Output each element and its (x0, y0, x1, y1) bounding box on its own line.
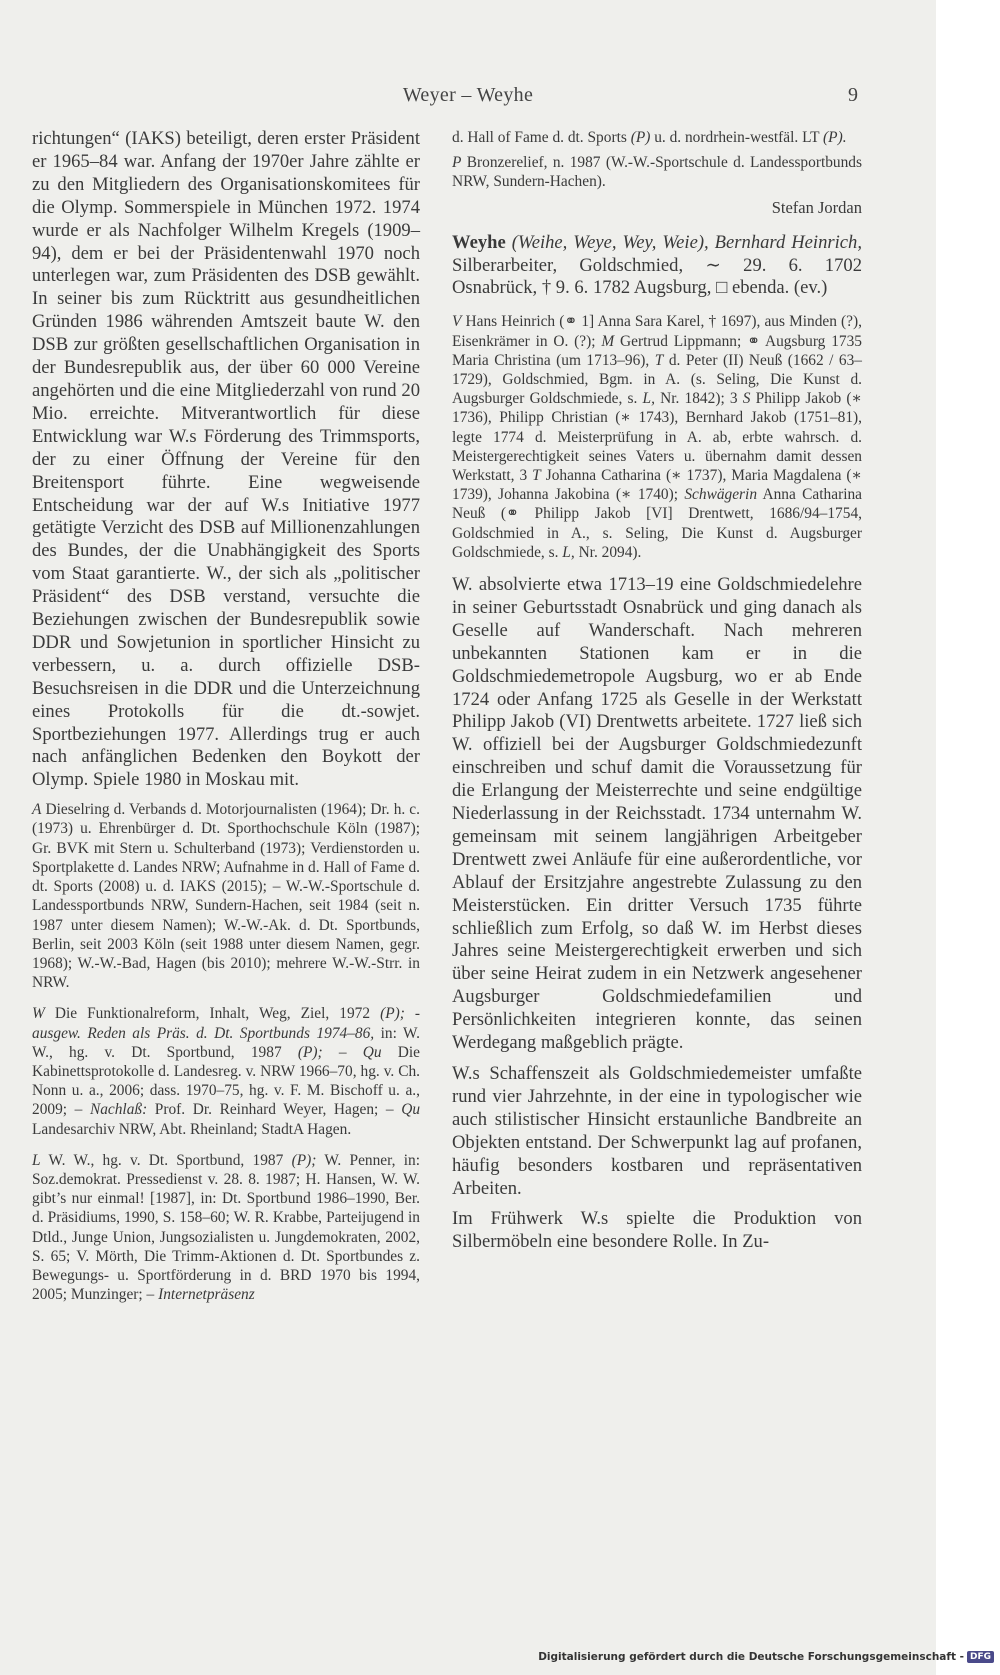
genealogy-text: Hans Heinrich (⚭ 1] Anna Sara Karel, † 1697), aus Minden (?), Eisenkrämer in O. (?); (452, 313, 862, 350)
entry-details: Silberarbeiter, Goldschmied, ∼ 29. 6. 1702 Osnabrück, † 9. 6. 1782 Augsburg, □ ebenda. (ev.) (452, 254, 862, 299)
genealogy-text: Philipp Jakob (∗ 1736), Philipp Christian (∗ 1743), Bernhard Jakob (1751–81), legte 1774 d. Meisterprüfung in A. ab, erbte wahrsch. d. Meistergerechtigkeit seines Vaters u. übernahm damit dessen Werkstatt, 3 (452, 390, 862, 484)
genealogy-text: d. Peter (II) Neuß (1662 / 63–1729), Goldschmied, Bgm. in A. (s. Seling, Die Kunst d. Augsburger Goldschmiede, s. (452, 351, 862, 408)
dfg-logo: DFG (967, 1651, 994, 1663)
works-text: Landesarchiv NRW, Abt. Rheinland; StadtA Hagen. (32, 1120, 352, 1138)
body-paragraph: Im Frühwerk W.s spielte die Produktion von Silbermöbeln eine besondere Rolle. In Zu- (452, 1208, 862, 1253)
literature-continuation (452, 128, 862, 147)
works-text: - (404, 1005, 420, 1023)
literature-text: d. Hall of Fame d. dt. Sports (452, 129, 631, 146)
entry-heading (452, 232, 862, 301)
right-column (452, 128, 862, 1262)
genealogy-italic: S (742, 390, 751, 408)
section-label-l: L (32, 1151, 41, 1169)
awards-section (32, 800, 420, 992)
works-text: Prof. Dr. Reinhard Weyer, Hagen; – (147, 1101, 402, 1119)
literature-italic: Internetpräsenz (158, 1286, 255, 1304)
running-head: Weyer – Weyhe (402, 84, 534, 106)
works-italic: ausgew. Reden als Präs. d. Dt. Sportbunds 1974–86, (32, 1024, 375, 1042)
works-text: Die Funktionalreform, Inhalt, Weg, Ziel, 1972 (54, 1005, 371, 1023)
footer-text: Digitalisierung gefördert durch die Deutsche Forschungsgemeinschaft - (538, 1651, 964, 1663)
portrait-text: Bronzerelief, n. 1987 (W.-W.-Sportschule d. Landessportbunds NRW, Sundern-Hachen). (452, 154, 862, 191)
literature-section (32, 1151, 420, 1305)
body-paragraph: W. absolvierte etwa 1713–19 eine Goldschmiedelehre in seiner Geburtsstadt Osnabrück und ging danach als Geselle auf Wanderschaft. Nach mehreren unbekannten Stationen kam er in die Goldschmiedemetropole Augsburg, wo er ab Ende 1724 oder Anfang 1725 als Geselle in der Werkstatt Philipp Jakob (VI) Drentwetts arbeitete. 1727 ließ sich W. offiziell bei der Augsburger Goldschmiedezunft einschreiben und schuf damit die Voraussetzung für die Erlangung der Meisterrechte und seine endgültige Niederlassung in der Reichsstadt. 1734 unternahm W. gemeinsam mit seinem langjährigen Arbeitgeber Drentwett zwei Anläufe für eine außerordentliche, vor Ablauf der Ersitzjahre angestrebte Zulassung zu den Meisterstücken. Ein dritter Versuch 1735 führte schließlich zum Erfolg, so daß W. im Herbst dieses Jahres seine Meistergerechtigkeit erwerben und sich über seine Heirat zudem in ein Netzwerk angesehener Augsburger Goldschmiedefamilien und Persönlichkeiten integrieren konnte, das seinen Werdegang maßgeblich prägte. (452, 573, 862, 1054)
literature-italic: (P) (630, 129, 651, 146)
entry-name: Weyhe (452, 231, 506, 253)
portrait-section (452, 153, 862, 191)
section-label-w: W (32, 1005, 45, 1023)
article-author: Stefan Jordan (771, 197, 862, 217)
works-text: – (322, 1043, 363, 1061)
works-italic: (P); (380, 1005, 405, 1023)
genealogy-italic: Schwägerin (684, 486, 758, 504)
works-section (32, 1004, 420, 1138)
literature-text: W. Penner, in: Soz.demokrat. Pressedienst v. 28. 8. 1987; H. Hansen, W. W. gibt’s nur einmal! [1987], in: Dt. Sportbund 1986–1990, Ber. d. Präsidiums, 1990, S. 158–60; W. R. Krabbe, Parteijugend in Dtld., Junge Union, Jungsozialisten u. Jungdemokraten, 2002, S. 65; V. Mörth, Die Trimm-Aktionen d. Dt. Sportbundes z. Bewegungs- u. Sportförderung in d. BRD 1970 bis 1994, 2005; Munzinger; – (32, 1151, 420, 1304)
works-italic: Nachlaß: (89, 1101, 148, 1119)
genealogy-italic: T (654, 351, 664, 369)
works-italic: Qu (401, 1101, 421, 1119)
works-text: in: W. W., hg. v. Dt. Sportbund, 1987 (32, 1024, 420, 1061)
section-label-p: P (452, 154, 462, 172)
genealogy-text: Anna Catharina Neuß (⚭ Philipp Jakob [VI] Drentwett, 1686/94–1754, Goldschmied in A., s. Seling, Die Kunst d. Augsburger Goldschmiede, s. (452, 486, 862, 561)
genealogy-section (452, 312, 862, 562)
literature-italic: (P). (823, 129, 847, 146)
awards-text: Dieselring d. Verbands d. Motorjournalisten (1964); Dr. h. c. (1973) u. Ehrenbürger d. Dt. Sporthochschule Köln (1987); Gr. BVK mit Stern u. Schulterband (1973); Verdienstorden u. Sportplakette d. Landes NRW; Aufnahme in d. Hall of Fame d. dt. Sports (2008) u. d. IAKS (2015); – W.-W.-Sportschule d. Landessportbunds NRW, Sundern-Hachen, seit 1984 (seit n. 1987 unter diesem Namen); W.-W.-Ak. d. Dt. Sportbunds, Berlin, seit 2003 Köln (seit 1988 unter diesem Namen, gegr. 1968); W.-W.-Bad, Hagen (bis 2010); mehrere W.-W.-Strr. in NRW. (32, 801, 420, 992)
section-label-a: A (32, 801, 42, 819)
literature-text: u. d. nordrhein-westfäl. LT (650, 129, 824, 146)
genealogy-italic: L, (642, 390, 655, 408)
section-label-v: V (452, 313, 462, 331)
genealogy-text: Nr. 2094). (574, 543, 642, 561)
genealogy-text: Johanna Catharina (∗ 1737), Maria Magdalena (∗ 1739), Johanna Jakobina (∗ 1740); (452, 466, 862, 504)
genealogy-italic: L, (562, 543, 575, 561)
body-paragraph: W.s Schaffenszeit als Goldschmiedemeister umfaßte rund vier Jahrzehnte, in der eine in typologischer wie auch stilistischer Hinsicht erstaunliche Bandbreite an Objekten entstand. Der Schwerpunkt lag auf profanen, häufig besonders kostbaren und repräsentativen Arbeiten. (452, 1063, 862, 1199)
genealogy-text: Gertrud Lippmann; ⚭ Augsburg 1735 Maria Christina (um 1713–96), (452, 332, 862, 369)
literature-text: W. W., hg. v. Dt. Sportbund, 1987 (48, 1151, 292, 1169)
literature-italic: (P); (291, 1151, 317, 1169)
genealogy-text: Nr. 1842); 3 (654, 390, 743, 408)
works-text: Die Kabinettsprotokolle d. Landesreg. v. NRW 1966–70, hg. v. Ch. Nonn u. a., 2006; dass. 1970–75, hg. v. F. M. Bischoff u. a., 2009; – (32, 1043, 420, 1119)
works-italic: Qu (362, 1043, 382, 1061)
left-column (32, 128, 420, 1316)
genealogy-italic: M (601, 332, 615, 350)
works-italic: (P); (297, 1043, 323, 1061)
digitization-footer (538, 1651, 994, 1663)
biography-paragraph: richtungen“ (IAKS) beteiligt, deren erster Präsident er 1965–84 war. Anfang der 1970er Jahre zählte er zu den Mitgliedern des Organisationskomitees für die Olymp. Sommerspiele in München 1972. 1974 wurde er als Nachfolger Wilhelm Kregels (1909–94), dem er bei der Präsidentenwahl 1970 noch unterlegen war, zum Präsidenten des DSB gewählt. In seiner bis zum Rücktritt aus gesundheitlichen Gründen 1986 währenden Amtszeit baute W. den DSB zur größten gesellschaftlichen Organisation in der Bundesrepublik aus, der über 60 000 Vereine angehörten und die eine Mitgliederzahl von rund 20 Mio. erreichte. Mitverantwortlich für diese Entwicklung war W.s Förderung des Trimmsports, der zu einer Öffnung der Vereine für den Breitensport führte. Eine wegweisende Entscheidung war der auf W.s Initiative 1977 getätigte Verzicht des DSB auf Millionenzahlungen des Bundes, der die Unabhängigkeit des Sports vom Staat garantierte. W., der sich als „politischer Präsident“ des DSB verstand, versuchte die Beziehungen zwischen der Bundesrepublik sowie DDR und Sowjetunion in sportlicher Hinsicht zu verbessern, u. a. durch offizielle DSB-Besuchsreisen in die DDR und die Unterzeichnung eines Protokolls für die dt.-sowjet. Sportbeziehungen 1977. Allerdings trug er auch nach anfänglichen Bedenken den Boykott der Olymp. Spiele 1980 in Moskau mit. (32, 128, 420, 791)
entry-variants: (Weihe, Weye, Wey, Weie), Bernhard Heinrich, (511, 231, 862, 253)
genealogy-italic: T (532, 466, 541, 484)
page-number: 9 (848, 84, 858, 106)
